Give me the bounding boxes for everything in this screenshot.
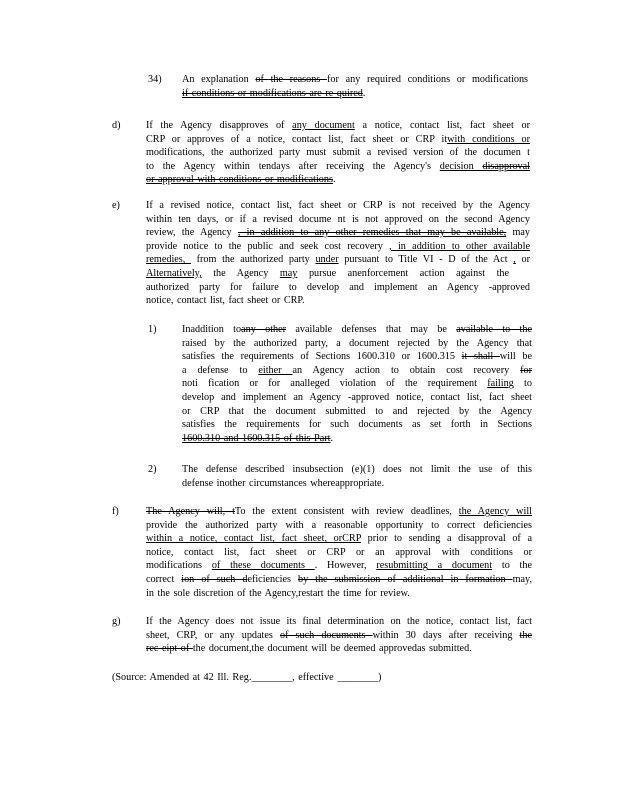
text-segment: disapproval [482, 160, 530, 172]
text-segment: correct [146, 574, 182, 585]
f-line [146, 533, 532, 545]
text-segment: or CRP that the document submitted to and rejected by the Agency [182, 405, 532, 417]
text-segment: any document [292, 120, 355, 131]
text-segment: . [362, 88, 366, 99]
text-segment: or [515, 254, 530, 266]
f-line [146, 588, 410, 600]
text-segment: by the submission of additional in formation [297, 574, 513, 585]
text-segment: If the Agency disapproves of [146, 120, 293, 131]
text-segment: 1600.310 and 1600.315 of this Part [182, 432, 331, 444]
e1-line [182, 338, 532, 350]
text-segment: provide notice to the public and seek cost recovery [146, 240, 390, 252]
text-segment: within 30 days after receiving [372, 629, 520, 641]
text-segment: under [315, 254, 339, 266]
text-segment: eficiencies [247, 574, 298, 585]
f-line [146, 547, 532, 559]
text-segment: , in addition to other available [389, 240, 530, 252]
item-e2-label: 2) [148, 464, 157, 475]
text-segment: in the sole discretion of the Agency,restart the time for review. [146, 587, 410, 599]
g-line [146, 616, 532, 628]
text-segment: to the [492, 560, 533, 572]
text-segment: prior to sending a disapproval of a [361, 533, 532, 545]
d-line [146, 120, 530, 132]
text-segment: pursuant to Title VI - D of the Act [338, 254, 514, 266]
text-segment: for [520, 364, 533, 376]
text-segment: the Agency [201, 268, 280, 279]
text-segment: To the extent consistent with review deadlines, [234, 506, 459, 517]
e-line [146, 295, 305, 307]
text-segment: within a notice, contact list, fact sheet, orCRP [146, 533, 362, 545]
text-segment: review, the Agency [146, 227, 238, 239]
e-line [146, 214, 530, 226]
text-segment: the [519, 629, 532, 641]
text-segment: raised by the authorized party, a document rejected by the Agency that [182, 337, 532, 349]
text-segment: of such documents [279, 629, 373, 641]
text-segment: decision [439, 160, 483, 172]
text-segment: a defense to [182, 364, 259, 376]
text-segment: a notice, contact list, fact sheet or [354, 120, 530, 131]
text-segment: to [513, 378, 532, 390]
text-segment: rec eipt of [146, 643, 193, 655]
text-segment: , [513, 254, 516, 266]
text-segment: failing [487, 378, 514, 390]
e1-line [182, 433, 333, 445]
item-34-label: 34) [148, 74, 162, 85]
f-line [146, 574, 532, 586]
e-line [146, 241, 530, 253]
text-segment: notice, contact list, fact sheet or CRP or an approval with conditions or [146, 546, 532, 558]
text-segment: within ten days, or if a revised docume nt is not approved on the second Agency [146, 213, 530, 225]
text-segment: If the Agency does not issue its final determination on the notice, contact list, fact [146, 616, 532, 627]
text-segment: of these documents [211, 560, 315, 572]
e-line [146, 254, 530, 266]
text-segment: ) [377, 672, 382, 683]
e-line [146, 227, 530, 239]
e2-line [182, 464, 532, 476]
d-line [146, 161, 530, 173]
text-segment: provide the authorized party with a reasonable opportunity to correct deficiencies [146, 519, 532, 531]
e1-line [182, 365, 532, 377]
source-line [112, 672, 381, 684]
text-segment: will be [499, 351, 532, 363]
d-line [146, 174, 335, 186]
text-segment: either [258, 364, 293, 376]
e1-line [182, 419, 532, 431]
text-segment: resubmitting a document [376, 560, 493, 572]
text-segment: . However, [314, 560, 377, 572]
e1-line [182, 378, 532, 390]
item-f-label: f) [112, 506, 119, 517]
text-segment: available to the [456, 324, 532, 335]
e2-line [182, 478, 384, 490]
item-d-label: d) [112, 120, 121, 131]
text-segment: from the authorized party [190, 254, 316, 266]
text-segment: CRP or approves of a notice, contact list, fact sheet or CRP it [146, 133, 448, 145]
item34-line [182, 88, 365, 100]
text-segment: The Agency will, t [146, 506, 235, 517]
e1-line [182, 324, 532, 336]
text-segment: the Agency will [458, 506, 533, 517]
text-segment: if conditions or modifications are re quired [182, 88, 363, 99]
f-line [146, 520, 532, 532]
text-segment: (Source: Amended at 42 Ill. Reg. [112, 672, 252, 683]
g-line [146, 643, 472, 655]
text-segment: may [506, 227, 530, 239]
text-segment: noti fication or for analleged violation of the requirement [182, 378, 488, 390]
text-segment: . [330, 432, 334, 444]
d-line [146, 134, 530, 146]
text-segment: or approval with conditions or modifications [146, 174, 333, 186]
text-segment: Inaddition to [182, 324, 242, 335]
text-segment: of the reasons [255, 74, 327, 85]
e1-line [182, 406, 532, 418]
text-segment: authorized party for failure to develop and implement an Agency -approved [146, 281, 530, 293]
text-segment: satisfies the requirements for such documents as set forth in Sections [182, 419, 532, 431]
e-line [146, 282, 530, 294]
text-segment: for any required conditions or modifications [327, 74, 528, 85]
item-e1-label: 1) [148, 324, 157, 335]
text-segment: ________ [337, 672, 378, 683]
text-segment: . [332, 174, 336, 186]
text-segment: , in addition to any other remedies that may be available, [237, 227, 507, 239]
text-segment: ________ [251, 672, 293, 683]
text-segment: remedies, [146, 254, 191, 266]
text-segment: the document,the document will be deemed approvedas submitted. [192, 643, 472, 655]
text-segment: with conditions or [447, 133, 531, 145]
text-segment: an Agency action to obtain cost recovery [292, 364, 521, 376]
text-segment: If a revised notice, contact list, fact sheet or CRP is not received by the Agency [146, 200, 530, 211]
text-segment: modifications, the authorized party must submit a revised version of the documen t [146, 147, 530, 159]
d-line [146, 147, 530, 159]
text-segment: The defense described insubsection (e)(1) does not limit the use of this [182, 464, 532, 475]
text-segment: notice, contact list, fact sheet or CRP. [146, 295, 305, 307]
f-line [146, 560, 532, 572]
item34-line [182, 74, 528, 86]
text-segment: sheet, CRP, or any updates [146, 629, 280, 641]
item-g-label: g) [112, 616, 121, 627]
text-segment: available defenses that may be [286, 324, 457, 335]
e1-line [182, 392, 532, 404]
text-segment: develop and implement an Agency -approved notice, contact list, fact sheet [182, 392, 532, 403]
text-segment: Alternatively, [146, 268, 202, 279]
text-segment: An explanation [182, 74, 256, 85]
text-segment: any other [241, 324, 287, 335]
text-segment: to the Agency within tendays after receiving the Agency's [146, 160, 440, 172]
e-line [146, 268, 509, 280]
text-segment: it shall [461, 351, 500, 363]
e1-line [182, 351, 532, 363]
text-segment: may, [512, 574, 532, 585]
f-line [146, 506, 532, 518]
text-segment: modifications [146, 560, 212, 572]
text-segment: defense inother circumstances whereappropriate. [182, 477, 385, 489]
text-segment: may [279, 268, 298, 279]
text-segment: satisfies the requirements of Sections 1600.310 or 1600.315 [182, 351, 462, 363]
text-segment: , effective [292, 672, 338, 683]
text-segment: ion of such d [181, 574, 248, 585]
item-e-label: e) [112, 200, 120, 211]
g-line [146, 630, 532, 642]
e-line [146, 200, 530, 212]
text-segment: pursue anenforcement action against the [297, 268, 510, 279]
